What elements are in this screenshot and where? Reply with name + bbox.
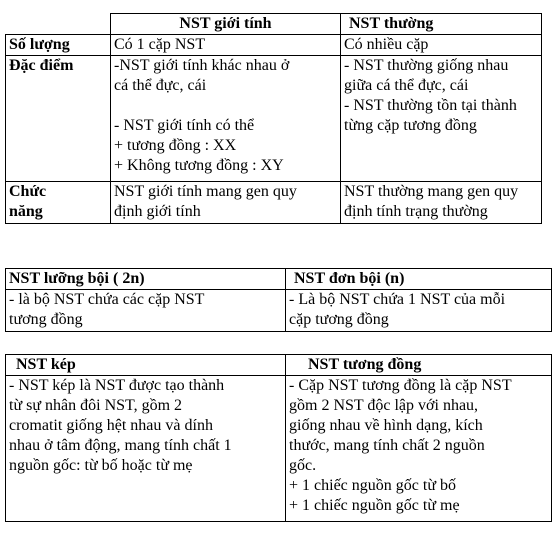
table-row <box>6 35 542 56</box>
cell-homologous-description: - Cặp NST tương đồng là cặp NST gồm 2 NST độc lập với nhau, giống nhau về hình dạng, kích thước, mang tính chất 2 nguồn gốc. + 1 chiếc nguồn gốc từ bố + 1 chiếc nguồn gốc từ mẹ <box>286 376 552 522</box>
cell-diploid-description: - là bộ NST chứa các cặp NST tương đồng <box>6 290 286 332</box>
header-empty-cell <box>6 14 111 35</box>
cell-autosome-quantity: Có nhiều cặp <box>341 35 542 56</box>
table-row <box>6 376 552 522</box>
header-sex-chromosome: NST giới tính <box>111 14 341 35</box>
cell-autosome-function: NST thường mang gen quy định tính trạng thường <box>341 182 542 224</box>
cell-double-description: - NST kép là NST được tạo thành từ sự nhân đôi NST, gồm 2 cromatit giống hệt nhau và dính nhau ở tâm động, mang tính chất 1 nguồn gốc: từ bố hoặc từ mẹ <box>6 376 286 522</box>
comparison-table-diploid-vs-haploid <box>5 268 552 332</box>
cell-sex-quantity: Có 1 cặp NST <box>111 35 341 56</box>
cell-sex-function: NST giới tính mang gen quy định giới tính <box>111 182 341 224</box>
header-haploid: NST đơn bội (n) <box>286 269 552 290</box>
cell-haploid-description: - Là bộ NST chứa 1 NST của mỗi cặp tương đồng <box>286 290 552 332</box>
header-homologous-chromosome: NST tương đồng <box>286 355 552 376</box>
comparison-table-double-vs-homologous <box>5 354 552 522</box>
table-header-row <box>6 14 542 35</box>
cell-autosome-characteristics: - NST thường giống nhau giữa cá thể đực, cái - NST thường tồn tại thành từng cặp tương đồng <box>341 56 542 182</box>
table-row <box>6 56 542 182</box>
comparison-table-sex-vs-autosomal <box>5 13 542 224</box>
row-label-characteristics: Đặc điểm <box>6 56 111 182</box>
row-label-function: Chức năng <box>6 182 111 224</box>
table-header-row <box>6 269 552 290</box>
header-double-chromosome: NST kép <box>6 355 286 376</box>
header-autosome: NST thường <box>341 14 542 35</box>
table-row <box>6 290 552 332</box>
table-header-row <box>6 355 552 376</box>
header-diploid: NST lưỡng bội ( 2n) <box>6 269 286 290</box>
cell-sex-characteristics: -NST giới tính khác nhau ở cá thể đực, cái - NST giới tính có thể + tương đồng : XX + Không tương đồng : XY <box>111 56 341 182</box>
row-label-quantity: Số lượng <box>6 35 111 56</box>
table-row <box>6 182 542 224</box>
